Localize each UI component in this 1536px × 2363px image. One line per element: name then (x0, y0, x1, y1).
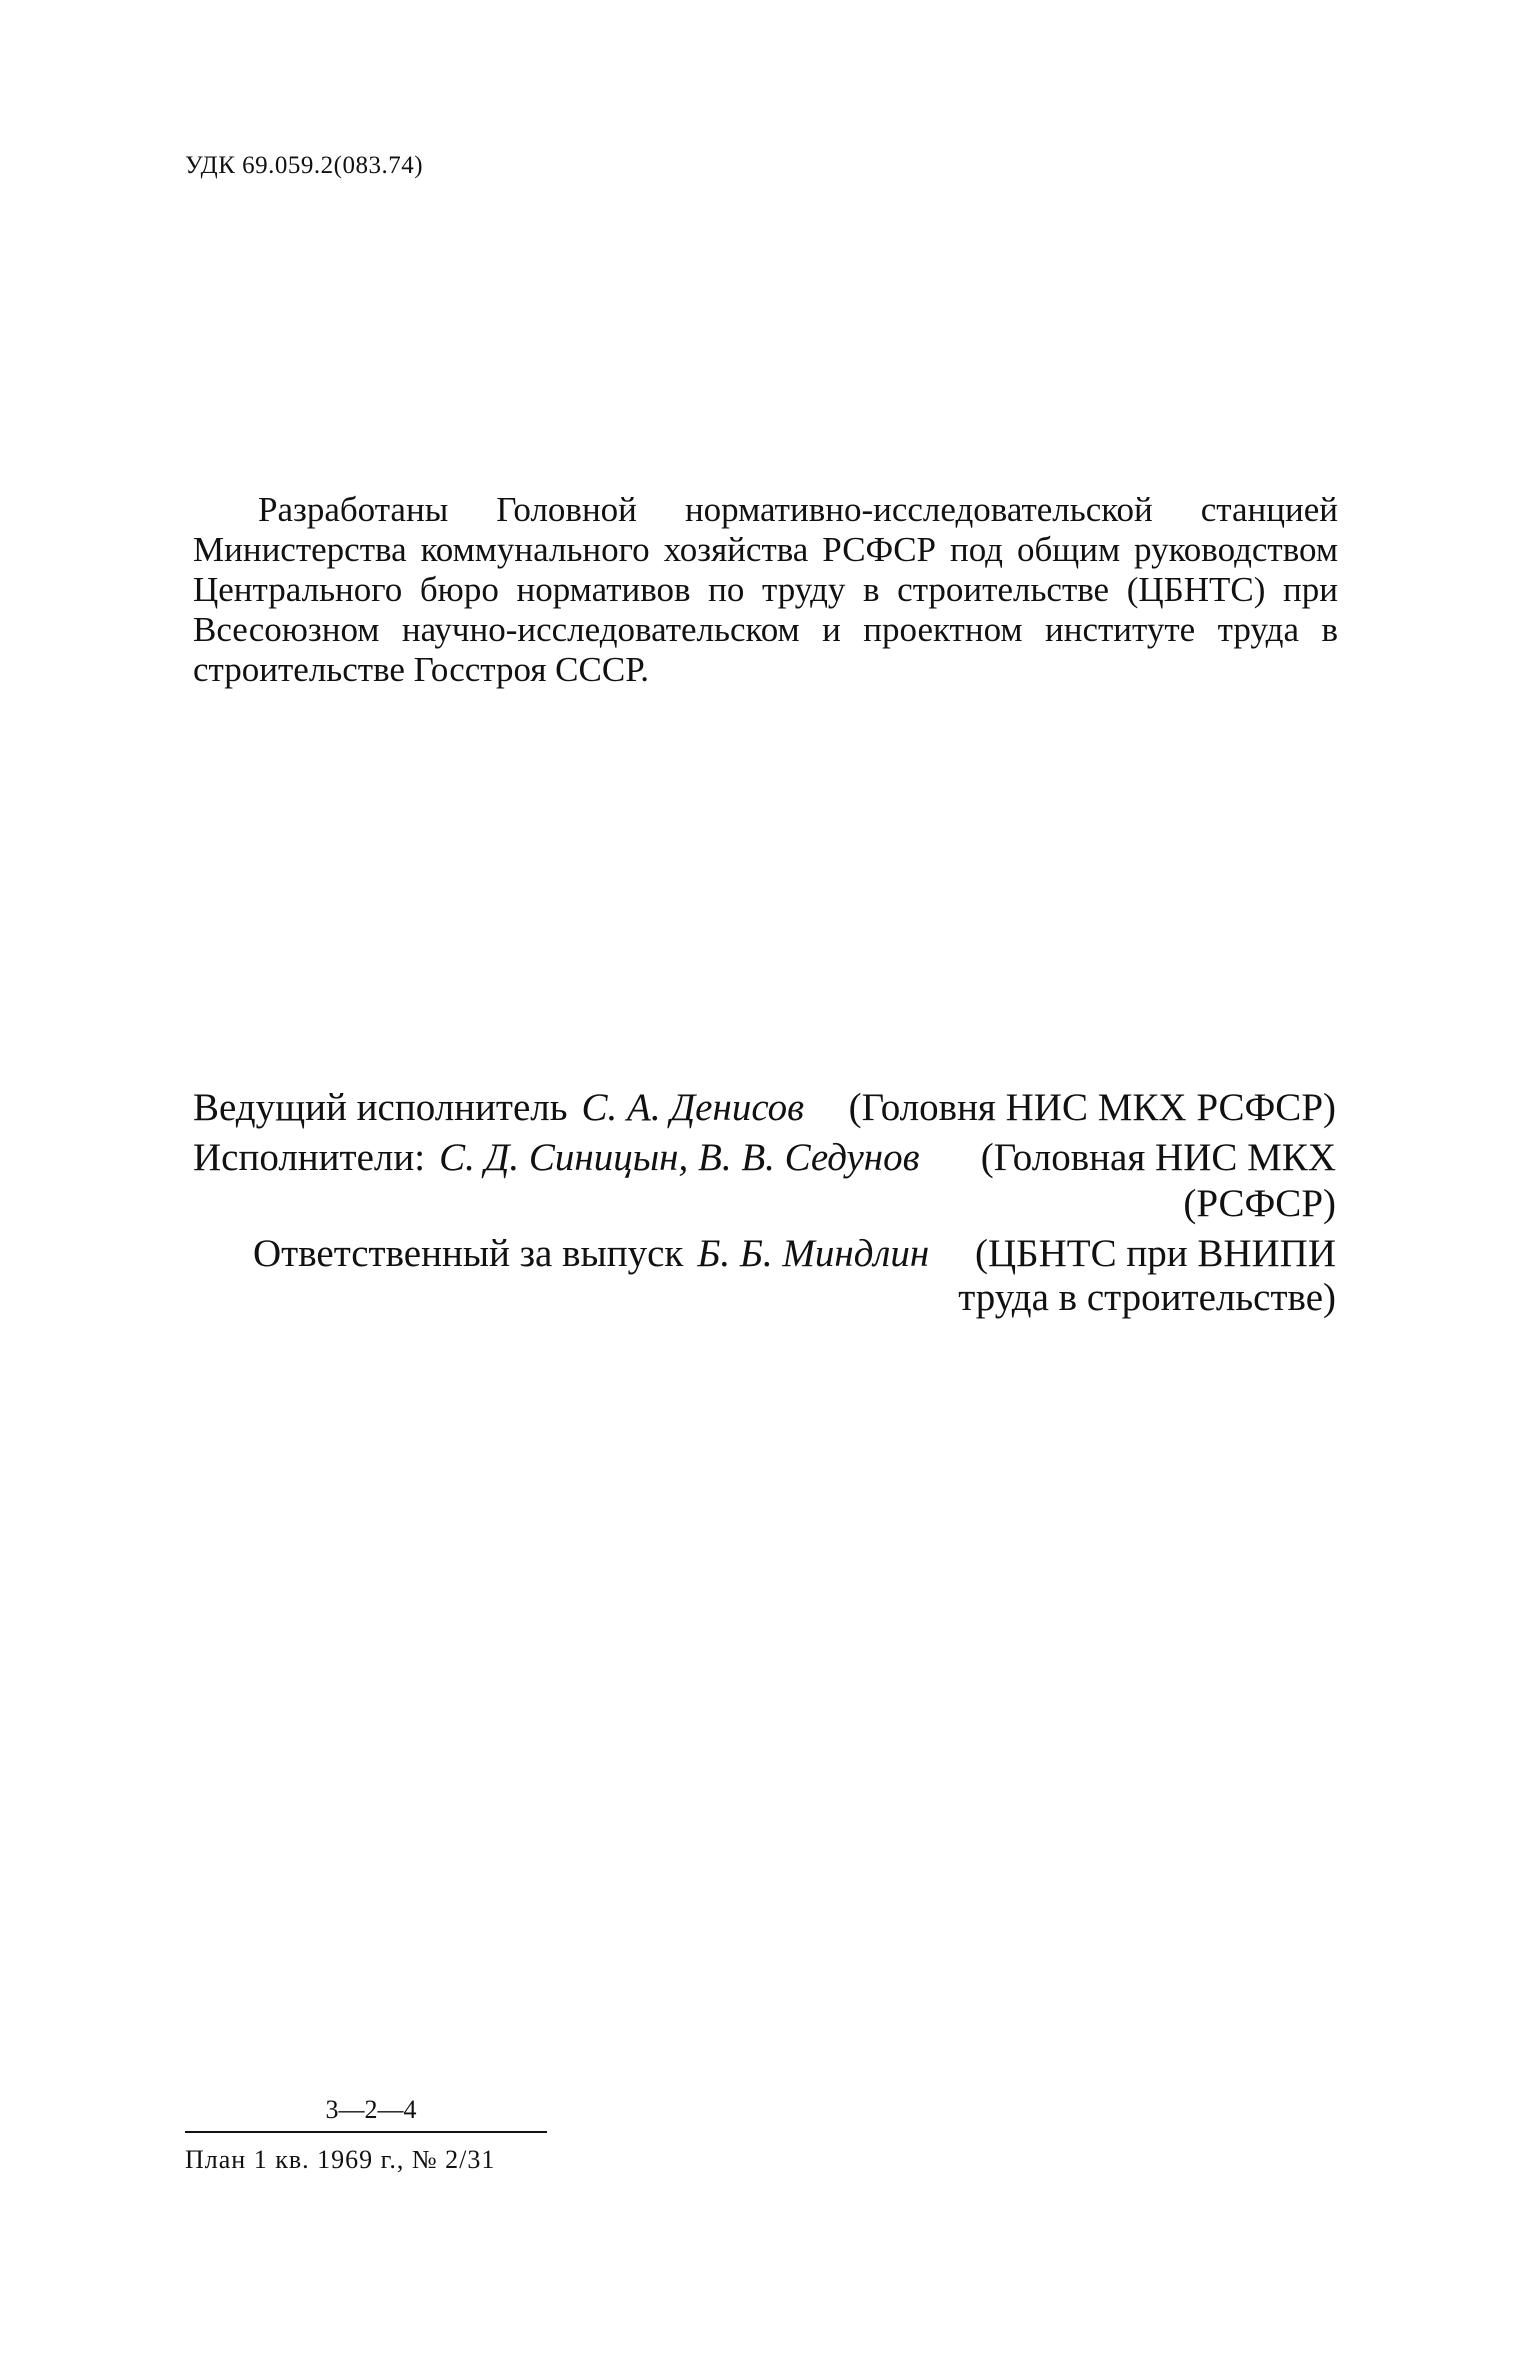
lead-performer-name: С. А. Денисов (581, 1086, 805, 1129)
performers-line (193, 1135, 1336, 1181)
responsible-line (193, 1231, 1336, 1277)
imprint-code: 3—2—4 (325, 2095, 417, 2124)
performers-org: (Головная НИС МКХ (980, 1136, 1336, 1179)
performers-names: С. Д. Синицын, В. В. Седунов (439, 1136, 920, 1179)
responsible-label: Ответственный за выпуск (253, 1232, 684, 1275)
lead-performer-org: (Головня НИС МКХ РСФСР) (848, 1086, 1336, 1129)
imprint-divider (185, 2131, 547, 2133)
lead-performer-line (193, 1085, 1336, 1135)
staff-block (193, 1085, 1336, 1319)
credits-block (193, 490, 1338, 690)
responsible-org-continued: труда в строительстве) (958, 1276, 1336, 1319)
lead-performer-label: Ведущий исполнитель (193, 1086, 568, 1129)
imprint-plan: План 1 кв. 1969 г., № 2/31 (185, 2145, 496, 2174)
imprint-footer (185, 2095, 547, 2175)
credits-paragraph: Разработаны Головной нормативно-исследовательской станцией Министерства коммунального хозяйства РСФСР под общим руководством Центрального бюро нормативов по труду в строительстве (ЦБНТС) при Всесоюзном научно-исследовательском и проектном институте труда в строительстве Госстроя СССР. (193, 490, 1338, 689)
udk-code: УДК 69.059.2(083.74) (185, 152, 424, 179)
responsible-name: Б. Б. Миндлин (697, 1232, 930, 1275)
responsible-org: (ЦБНТС при ВНИПИ (975, 1232, 1336, 1275)
performers-label: Исполнители: (193, 1136, 426, 1179)
performers-org-continued: (РСФСР) (1183, 1182, 1336, 1225)
